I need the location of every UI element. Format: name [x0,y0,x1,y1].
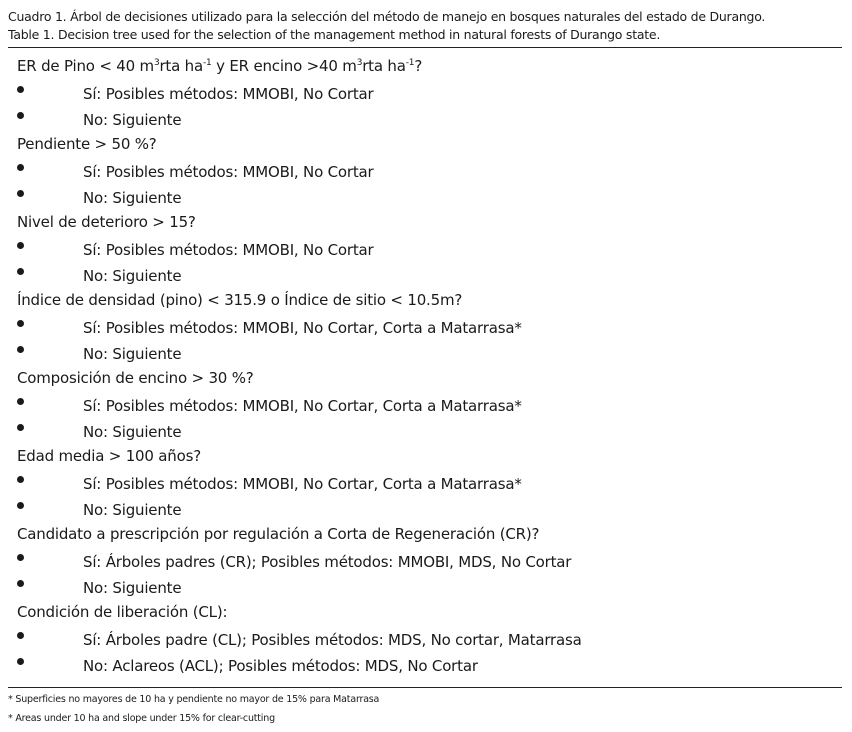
option-text: Sí: Árboles padres (CR); Posibles métodos: MMOBI, MDS, No Cortar [83,553,572,571]
option-text: No: Siguiente [83,267,182,285]
bottom-rule [8,687,842,688]
option-text: Sí: Árboles padre (CL); Posibles métodos: MDS, No cortar, Matarrasa [83,631,582,649]
bullet-icon [17,190,24,197]
decision-tree [0,53,852,677]
yes-option [0,79,852,105]
option-text: Sí: Posibles métodos: MMOBI, No Cortar [83,241,374,259]
option-text: Sí: Posibles métodos: MMOBI, No Cortar [83,85,374,103]
footnotes [8,690,844,728]
superscript: 3 [356,58,363,68]
superscript: 3 [153,58,160,68]
bullet-icon [17,268,24,275]
superscript: -1 [202,58,212,68]
question-row: Condición de liberación (CL): [17,603,228,621]
table-caption [8,8,844,44]
footnote-english: * Areas under 10 ha and slope under 15% for clear-cutting [8,713,275,724]
no-option [0,339,852,365]
option-text: Sí: Posibles métodos: MMOBI, No Cortar, Corta a Matarrasa* [83,475,522,493]
question-row: Índice de densidad (pino) < 315.9 o Índice de sitio < 10.5m? [17,291,463,309]
no-option [0,573,852,599]
bullet-icon [17,580,24,587]
question-text-part: y ER encino >40 m [211,57,357,75]
yes-option [0,547,852,573]
question-text-part: ER de Pino < 40 m [17,57,154,75]
option-text: No: Siguiente [83,189,182,207]
question-row [0,53,852,79]
question-text-part: ? [414,57,423,75]
option-text: Sí: Posibles métodos: MMOBI, No Cortar, Corta a Matarrasa* [83,319,522,337]
bullet-icon [17,320,24,327]
question-row: Composición de encino > 30 %? [17,369,254,387]
option-text: No: Siguiente [83,579,182,597]
question-row: Pendiente > 50 %? [17,135,157,153]
caption-spanish: Cuadro 1. Árbol de decisiones utilizado para la selección del método de manejo en bosques naturales del estado de Durango. [8,9,766,24]
bullet-icon [17,112,24,119]
question-row: Nivel de deterioro > 15? [17,213,196,231]
caption-english: Table 1. Decision tree used for the selection of the management method in natural forests of Durango state. [8,27,661,42]
no-option [0,417,852,443]
question-text-part: rta ha [159,57,203,75]
superscript: -1 [405,58,415,68]
no-option [0,183,852,209]
no-option [0,261,852,287]
footnote-spanish: * Superficies no mayores de 10 ha y pendiente no mayor de 15% para Matarrasa [8,694,380,705]
yes-option [0,235,852,261]
yes-option [0,469,852,495]
option-text: No: Siguiente [83,345,182,363]
bullet-icon [17,554,24,561]
bullet-icon [17,86,24,93]
option-text: No: Siguiente [83,423,182,441]
option-text: No: Siguiente [83,501,182,519]
bullet-icon [17,632,24,639]
option-text: Sí: Posibles métodos: MMOBI, No Cortar, Corta a Matarrasa* [83,397,522,415]
question-row: Candidato a prescripción por regulación a Corta de Regeneración (CR)? [17,525,540,543]
bullet-icon [17,242,24,249]
bullet-icon [17,346,24,353]
no-option [0,105,852,131]
bullet-icon [17,658,24,665]
bullet-icon [17,424,24,431]
no-option [0,651,852,677]
option-text: Sí: Posibles métodos: MMOBI, No Cortar [83,163,374,181]
bullet-icon [17,398,24,405]
yes-option [0,625,852,651]
option-text: No: Siguiente [83,111,182,129]
bullet-icon [17,476,24,483]
yes-option [0,157,852,183]
bullet-icon [17,502,24,509]
top-rule [8,47,842,48]
no-option [0,495,852,521]
yes-option [0,391,852,417]
question-row: Edad media > 100 años? [17,447,201,465]
bullet-icon [17,164,24,171]
question-text-part: rta ha [362,57,406,75]
yes-option [0,313,852,339]
option-text: No: Aclareos (ACL); Posibles métodos: MDS, No Cortar [83,657,478,675]
